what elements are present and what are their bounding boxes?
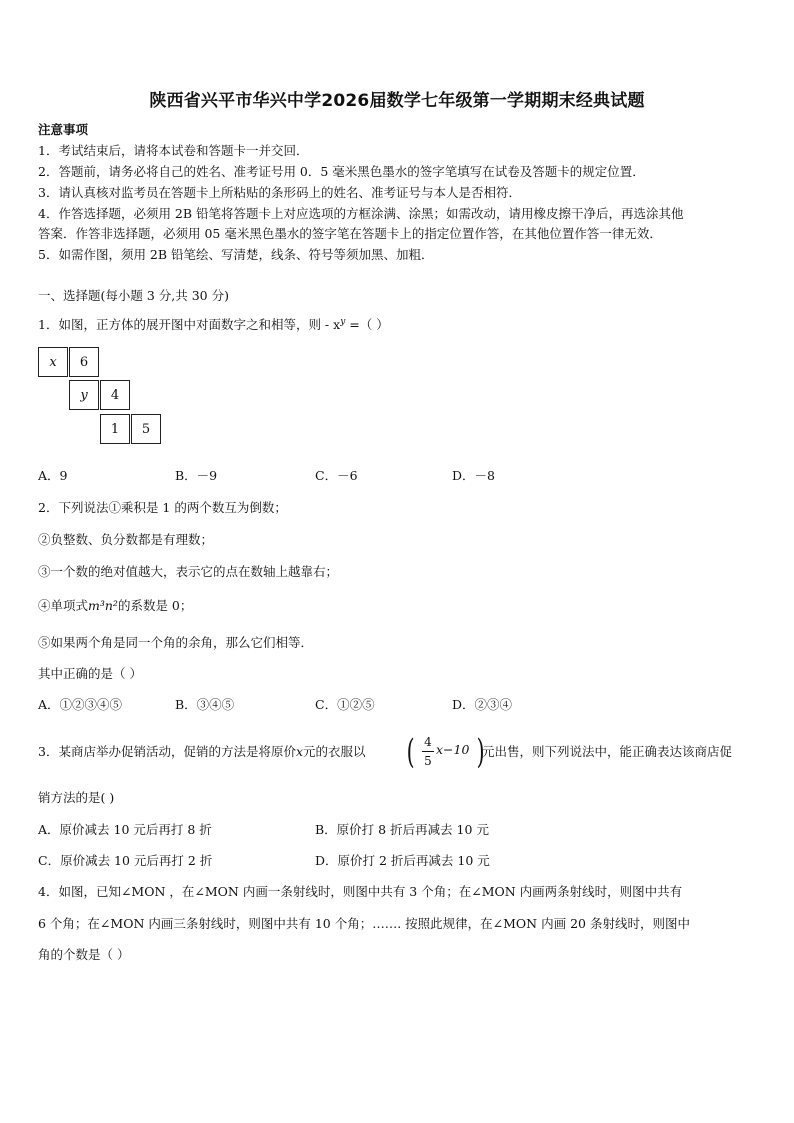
q1-option-b: B．－9	[175, 468, 218, 483]
q3-variable: x	[295, 744, 304, 759]
right-paren: )	[476, 732, 485, 772]
q3-stem-line2: 销方法的是( )	[38, 790, 115, 805]
q2-option-a: A．①②③④⑤	[38, 697, 123, 712]
notice-item: 答案．作答非选择题，必须用 05 毫米黑色墨水的签字笔在答题卡上的指定位置作答，在其他位置作答一律无效．	[38, 226, 662, 241]
cube-cell: y	[69, 380, 99, 410]
notice-item: 2．答题前，请务必将自己的姓名、准考证号用 0．5 毫米黑色墨水的签字笔填写在试卷及答题卡的规定位置．	[38, 164, 645, 179]
q2-ask: 其中正确的是（ ）	[38, 666, 142, 681]
q2-option-c: C．①②⑤	[315, 697, 375, 712]
q3-option-d: D．原价打 2 折后再减去 10 元	[315, 853, 490, 868]
question-4-line: 6 个角；在∠MON 内画三条射线时，则图中共有 10 个角；……. 按照此规律，在∠MON 内画 20 条射线时，则图中	[38, 916, 690, 931]
q2-statement: ②负整数、负分数都是有理数；	[38, 532, 214, 547]
q1-stem-text: 1．如图，正方体的展开图中对面数字之和相等，则 - x	[38, 317, 341, 333]
q1-option-a: A．9	[38, 468, 68, 483]
notice-item: 5．如需作图，须用 2B 铅笔绘、写清楚，线条、符号等须加黑、加粗．	[38, 247, 434, 262]
notice-item: 1．考试结束后，请将本试卷和答题卡一并交回．	[38, 143, 309, 158]
q3-option-c: C．原价减去 10 元后再打 2 折	[38, 853, 213, 868]
q3-option-b: B．原价打 8 折后再减去 10 元	[315, 822, 489, 837]
page-title: 陕西省兴平市华兴中学2026届数学七年级第一学期期末经典试题	[149, 91, 645, 111]
cube-cell: 4	[100, 380, 130, 410]
q1-exponent: y	[340, 317, 346, 327]
q2-option-b: B．③④⑤	[175, 697, 235, 712]
cube-cell: x	[38, 347, 68, 377]
cube-cell: 6	[69, 347, 99, 377]
left-paren: (	[406, 732, 415, 772]
question-4-line: 4．如图，已知∠MON ，在∠MON 内画一条射线时，则图中共有 3 个角；在∠MON 内画两条射线时，则图中共有	[38, 884, 683, 899]
notice-item: 4．作答选择题，必须用 2B 铅笔将答题卡上对应选项的方框涂满、涂黑；如需改动，请用橡皮擦干净后，再选涂其他	[38, 206, 684, 221]
fraction-denominator: 5	[424, 754, 432, 768]
question-4-line: 角的个数是（ ）	[38, 947, 130, 962]
q1-stem-end: =（ ）	[345, 317, 389, 333]
question-3-stem	[38, 742, 408, 762]
section-heading: 一、选择题(每小题 3 分,共 30 分)	[38, 288, 229, 303]
question-2-stem: 2．下列说法①乘积是 1 的两个数互为倒数；	[38, 500, 287, 515]
q2-statement	[38, 596, 760, 616]
notice-item: 3．请认真核对监考员在答题卡上所粘贴的条形码上的姓名、准考证号与本人是否相符．	[38, 185, 521, 200]
q2-option-d: D．②③④	[452, 697, 513, 712]
question-1-stem	[38, 312, 760, 335]
q3-option-a: A．原价减去 10 元后再打 8 折	[38, 822, 212, 837]
q3-stem-pre: 3．某商店举办促销活动，促销的方法是将原价	[38, 744, 296, 759]
q3-stem-post: 元出售，则下列说法中，能正确表达该商店促	[482, 744, 733, 759]
notice-heading: 注意事项	[38, 122, 89, 137]
cube-cell: 1	[100, 414, 130, 444]
q2-s4-post: 的系数是 0；	[117, 598, 193, 613]
q3-stem-mid: 元的衣服以	[303, 744, 366, 759]
q2-s4-pre: ④单项式	[38, 598, 89, 613]
q1-option-c: C．－6	[315, 468, 358, 483]
q2-statement: ③一个数的绝对值越大，表示它的点在数轴上越靠右；	[38, 564, 339, 579]
monomial: m³n²	[88, 598, 118, 613]
expression-rest: x−10	[436, 742, 470, 757]
q2-statement: ⑤如果两个角是同一个角的余角，那么它们相等．	[38, 635, 314, 650]
q1-option-d: D．－8	[452, 468, 495, 483]
fraction-numerator: 4	[424, 735, 432, 749]
cube-cell: 5	[131, 414, 161, 444]
fraction	[422, 734, 434, 769]
